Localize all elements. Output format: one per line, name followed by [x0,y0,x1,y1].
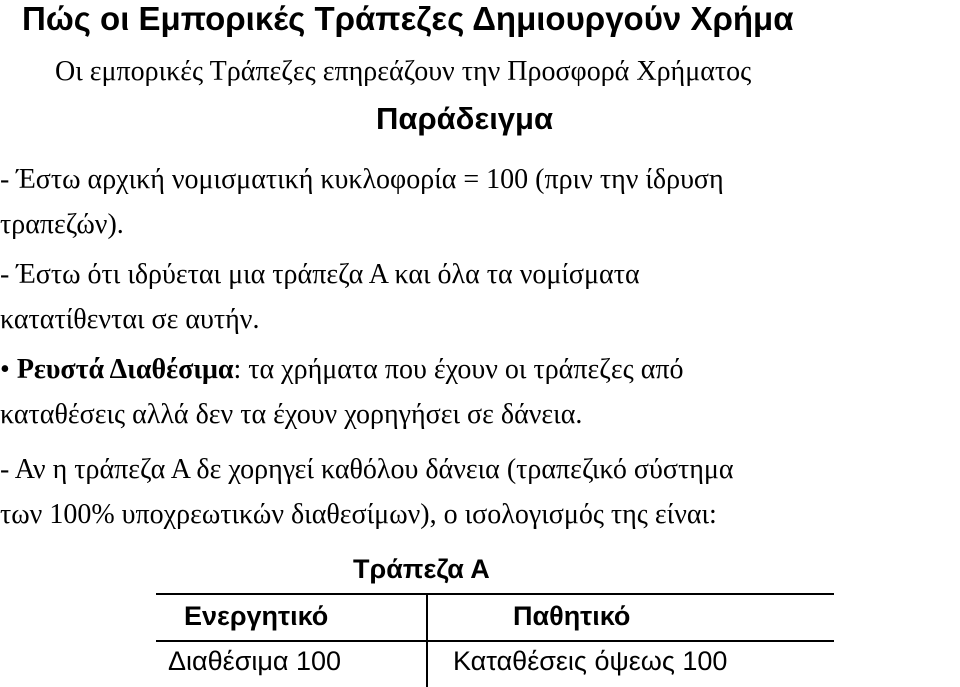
defined-term: Ρευστά Διαθέσιμα [16,354,234,385]
paragraph-line: - Αν η τράπεζα Α δε χορηγεί καθόλου δάνεια (τραπεζικό σύστημα [0,454,734,485]
paragraph-reserves-definition [0,347,684,437]
paragraph-line: καταθέσεις αλλά δεν τα έχουν χορηγήσει σε δάνεια. [0,399,583,430]
bullet-icon: • [0,354,10,385]
paragraph-line [0,347,684,392]
liabilities-header: Παθητικό [513,601,631,631]
paragraph-line: των 100% υποχρεωτικών διαθεσίμων), ο ισολογισμός της είναι: [0,499,717,530]
example-heading: Παράδειγμα [376,101,554,136]
liabilities-row: Καταθέσεις όψεως 100 [453,646,728,676]
assets-header: Ενεργητικό [184,601,329,631]
assets-row: Διαθέσιμα 100 [168,646,342,676]
paragraph-no-loans [0,447,734,537]
slide-title: Πώς οι Εμπορικές Τράπεζες Δημιουργούν Χρήμα [22,0,794,37]
paragraph-line: - Έστω ότι ιδρύεται μια τράπεζα Α και όλα τα νομίσματα [0,259,640,290]
paragraph-initial-circulation [0,157,724,247]
balance-sheet-top-rule [156,593,834,595]
balance-sheet-divider [426,593,428,687]
paragraph-line: - Έστω αρχική νομισματική κυκλοφορία = 100 (πριν την ίδρυση [0,164,724,195]
paragraph-line: τραπεζών). [0,209,124,240]
slide-subtitle: Οι εμπορικές Τράπεζες επηρεάζουν την Προσφορά Χρήματος [55,56,752,87]
paragraph-bank-founded [0,252,640,342]
definition-text: : τα χρήματα που έχουν οι τράπεζες από [233,354,684,385]
paragraph-line: κατατίθενται σε αυτήν. [0,304,260,335]
balance-sheet-header-rule [156,640,834,642]
balance-sheet-title: Τράπεζα Α [353,554,490,584]
